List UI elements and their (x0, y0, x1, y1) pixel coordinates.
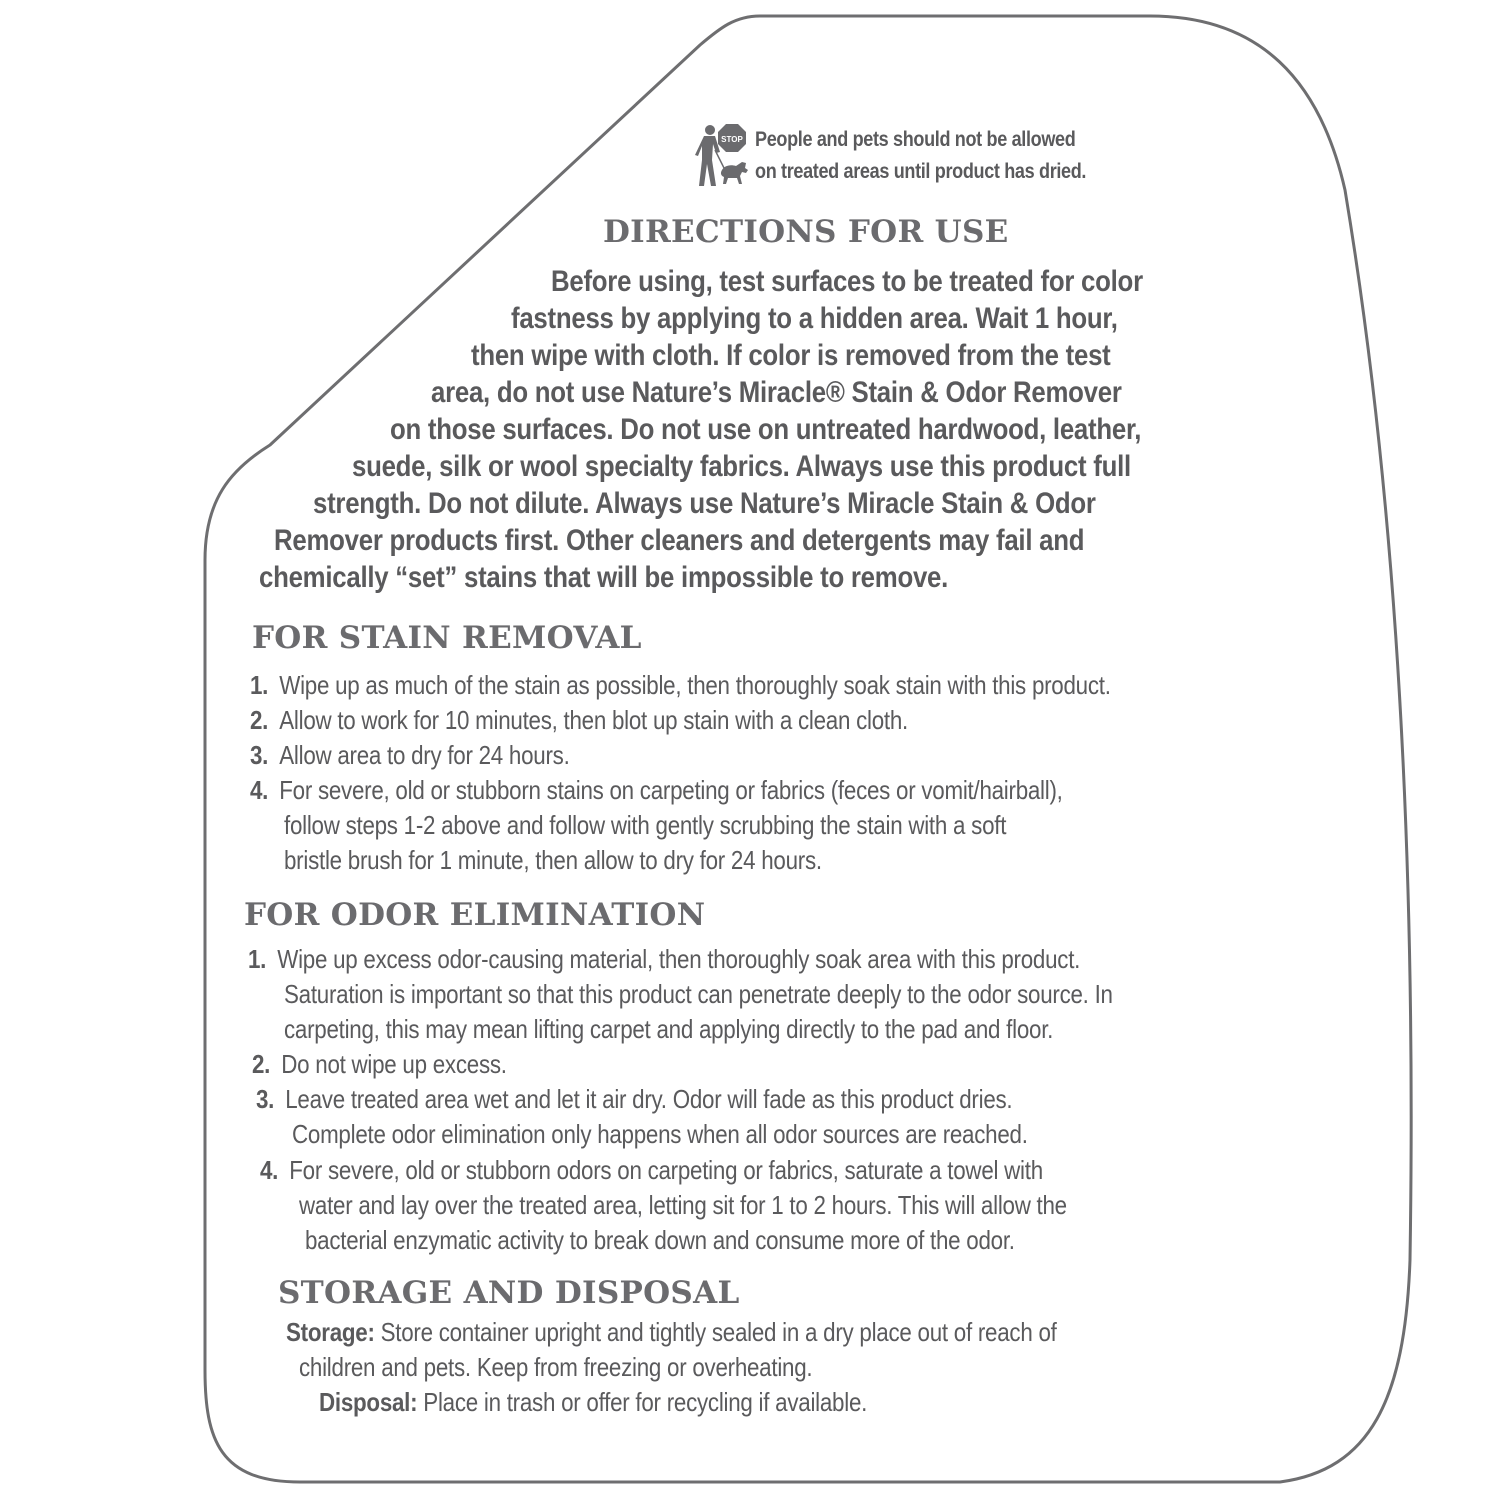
directions-line: Remover products first. Other cleaners and detergents may fail and (274, 524, 1085, 557)
stain-step-3: 3. Allow area to dry for 24 hours. (250, 740, 570, 770)
person-dog-stop-icon (688, 122, 752, 188)
stain-step-1: 1. Wipe up as much of the stain as possible, then thoroughly soak stain with this product. (250, 670, 1111, 700)
warning-line-1: People and pets should not be allowed (755, 128, 1076, 151)
odor-step-1: 1. Wipe up excess odor-causing material, then thoroughly soak area with this product. (248, 944, 1081, 974)
directions-heading: DIRECTIONS FOR USE (603, 214, 1009, 250)
stain-step-4-line: bristle brush for 1 minute, then allow to dry for 24 hours. (284, 845, 822, 875)
directions-line: suede, silk or wool specialty fabrics. Always use this product full (352, 450, 1131, 483)
odor-step-2: 2. Do not wipe up excess. (252, 1049, 507, 1079)
odor-step-3: 3. Leave treated area wet and let it air dry. Odor will fade as this product dries. (256, 1084, 1013, 1114)
odor-step-4-line: water and lay over the treated area, letting sit for 1 to 2 hours. This will allow the (299, 1190, 1067, 1220)
stain-step-4: 4. For severe, old or stubborn stains on carpeting or fabrics (feces or vomit/hairball), (250, 775, 1063, 805)
storage-text-line: children and pets. Keep from freezing or overheating. (299, 1352, 813, 1382)
stain-removal-heading: FOR STAIN REMOVAL (252, 620, 642, 656)
directions-line: then wipe with cloth. If color is removed from the test (471, 339, 1111, 372)
disposal-text: Disposal: Place in trash or offer for recycling if available. (319, 1387, 868, 1417)
storage-text: Storage: Store container upright and tightly sealed in a dry place out of reach of (286, 1317, 1057, 1347)
directions-line: fastness by applying to a hidden area. Wait 1 hour, (511, 302, 1118, 335)
storage-disposal-heading: STORAGE AND DISPOSAL (278, 1275, 740, 1311)
odor-elimination-heading: FOR ODOR ELIMINATION (244, 897, 706, 933)
directions-line: strength. Do not dilute. Always use Nature’s Miracle Stain & Odor (313, 487, 1096, 520)
odor-step-4-line: bacterial enzymatic activity to break down and consume more of the odor. (305, 1225, 1015, 1255)
odor-step-4: 4. For severe, old or stubborn odors on carpeting or fabrics, saturate a towel with (260, 1155, 1043, 1185)
stop-sign-text: STOP (721, 135, 743, 144)
stain-step-4-line: follow steps 1-2 above and follow with gently scrubbing the stain with a soft (284, 810, 1007, 840)
stain-step-2: 2. Allow to work for 10 minutes, then blot up stain with a clean cloth. (250, 705, 908, 735)
odor-step-1-line: Saturation is important so that this product can penetrate deeply to the odor source. In (284, 979, 1113, 1009)
warning-line-2: on treated areas until product has dried. (755, 160, 1087, 183)
directions-line: area, do not use Nature’s Miracle® Stain & Odor Remover (431, 376, 1122, 409)
directions-line: Before using, test surfaces to be treated for color (551, 265, 1143, 298)
directions-line: chemically “set” stains that will be impossible to remove. (259, 561, 949, 594)
odor-step-3-line: Complete odor elimination only happens when all odor sources are reached. (292, 1119, 1028, 1149)
odor-step-1-line: carpeting, this may mean lifting carpet and applying directly to the pad and floor. (284, 1014, 1054, 1044)
directions-line: on those surfaces. Do not use on untreated hardwood, leather, (390, 413, 1142, 446)
